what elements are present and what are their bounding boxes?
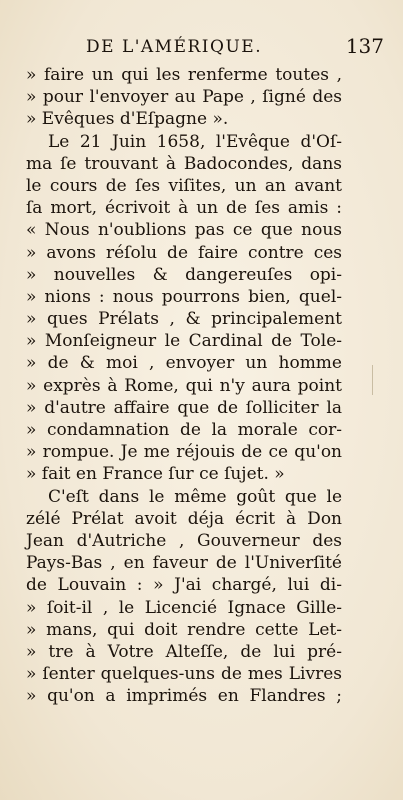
text-line: » avons réſolu de faire contre ces	[26, 242, 342, 263]
text-line: » mans, qui doit rendre cette Let-	[26, 619, 342, 640]
text-line: » tre à Votre Alteſſe, de lui pré-	[26, 641, 342, 662]
text-line: Jean d'Autriche , Gouverneur des	[26, 530, 342, 551]
text-line: ſa mort, écrivoit à un de ſes amis :	[26, 198, 342, 219]
body-text	[26, 64, 342, 707]
text-line: » qu'on a imprimés en Flandres ;	[26, 686, 342, 707]
text-line: » Monſeigneur le Cardinal de Tole-	[26, 331, 342, 352]
text-line: » ſenter quelques-uns de mes Livres	[26, 664, 342, 685]
text-line: C'eſt dans le même goût que le	[48, 486, 342, 507]
text-line: Pays-Bas , en faveur de l'Univerſité	[26, 553, 342, 574]
margin-scratch	[372, 365, 373, 395]
text-line: » de & moi , envoyer un homme	[26, 353, 342, 374]
page-number: 137	[345, 34, 384, 58]
text-line: » condamnation de la morale cor-	[26, 420, 342, 440]
running-title: DE L'AMÉRIQUE.	[86, 37, 263, 57]
text-line: » faire un qui les renferme toutes ,	[26, 65, 342, 85]
text-line: » fait en France ſur ce ſujet. »	[26, 464, 285, 485]
text-line: » nions : nous pourrons bien, quel-	[26, 286, 342, 307]
text-line: » exprès à Rome, qui n'y aura point	[26, 375, 342, 396]
text-line: » pour l'envoyer au Pape , ſigné des	[26, 87, 342, 108]
text-line: » ſoit-il , le Licencié Ignace Gille-	[26, 597, 342, 618]
text-line: de Louvain : » J'ai chargé, lui di-	[26, 575, 342, 596]
text-line: » nouvelles & dangereuſes opi-	[26, 264, 342, 285]
text-line: » d'autre affaire que de ſolliciter la	[26, 397, 342, 418]
text-line: zélé Prélat avoit déja écrit à Don	[26, 508, 342, 529]
text-line: » rompue. Je me réjouis de ce qu'on	[26, 442, 342, 463]
text-line: Le 21 Juin 1658, l'Evêque d'Oſ-	[48, 131, 342, 152]
text-line: ma ſe trouvant à Badocondes, dans	[26, 153, 342, 174]
text-line: le cours de ſes viſites, un an avant	[26, 175, 342, 196]
text-line: » ques Prélats , & principalement	[26, 309, 342, 330]
text-line: » Evêques d'Eſpagne ».	[26, 109, 229, 130]
page-header	[86, 34, 386, 59]
text-line: « Nous n'oublions pas ce que nous	[26, 220, 342, 241]
